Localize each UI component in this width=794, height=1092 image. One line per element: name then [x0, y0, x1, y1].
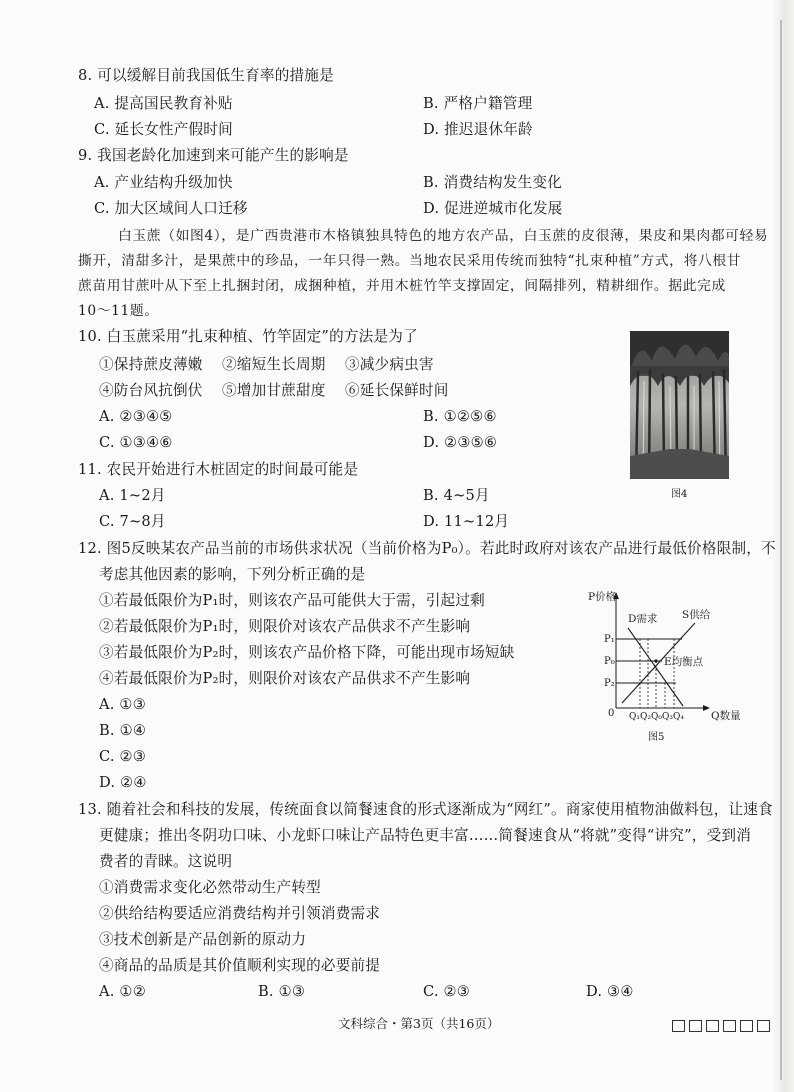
figure5-diagram: [588, 588, 768, 736]
q12-stem-line-1: 12. 图5反映某农产品当前的市场供求状况（当前价格为P₀）。若此时政府对该农产品进行最低价格限制，不: [78, 540, 776, 557]
q13-item-3: ③技术创新是产品创新的原动力: [99, 931, 307, 948]
x-axis-label: Q数量: [711, 710, 741, 722]
origin-label: 0: [608, 708, 615, 719]
page-footer: 文科综合・第3页（共16页）: [338, 1016, 500, 1031]
q12-stem-line-2: 考虑其他因素的影响，下列分析正确的是: [99, 566, 366, 583]
q12-option-b[interactable]: B. ①④: [99, 722, 147, 739]
q13-option-b[interactable]: B. ①③: [258, 983, 306, 1000]
passage-line-3: 蔗苗用甘蔗叶从下至上扎捆封闭，成捆种植，并用木桩竹竿支撑固定，间隔排列，精耕细作。据此完成: [78, 278, 726, 294]
q10-item-4: ④防台风抗倒伏: [99, 382, 203, 399]
equilibrium-point: [654, 659, 657, 662]
p1-label: P₁: [604, 634, 615, 645]
q8-option-b[interactable]: B. 严格户籍管理: [423, 95, 533, 112]
q10-item-5: ⑤增加甘蔗甜度: [222, 382, 326, 399]
q10-option-d[interactable]: D. ②③⑤⑥: [423, 434, 498, 451]
q9-option-b[interactable]: B. 消费结构发生变化: [423, 174, 562, 191]
q13-option-a[interactable]: A. ①②: [99, 983, 146, 1000]
q11-stem: 11. 农民开始进行木桩固定的时间最可能是: [78, 461, 359, 478]
q13-item-4: ④商品的品质是其价值顺利实现的必要前提: [99, 957, 381, 974]
passage-line-4: 10～11题。: [78, 303, 159, 319]
binding-line: [780, 20, 782, 1080]
q13-item-1: ①消费需求变化必然带动生产转型: [99, 879, 321, 896]
q12-option-d[interactable]: D. ②④: [99, 774, 147, 791]
q11-option-a[interactable]: A. 1~2月: [99, 487, 166, 504]
score-box: [740, 1020, 753, 1032]
q8-stem: 8. 可以缓解目前我国低生育率的措施是: [78, 67, 334, 84]
q10-item-6: ⑥延长保鲜时间: [345, 382, 449, 399]
figure4-photo: [630, 331, 729, 479]
q12-item-1: ①若最低限价为P₁时，则该农产品可能供大于需，引起过剩: [99, 592, 485, 609]
q10-option-b[interactable]: B. ①②⑤⑥: [423, 408, 497, 425]
y-axis-label: P价格: [588, 591, 617, 603]
equilibrium-label: E均衡点: [664, 656, 704, 668]
figure4-caption: 图4: [671, 489, 688, 500]
q13-stem-line-2: 更健康；推出冬阴功口味、小龙虾口味让产品特色更丰富……简餐速食从“将就”变得“讲究”，受到消: [99, 827, 751, 844]
q13-item-2: ②供给结构要适应消费结构并引领消费需求: [99, 905, 381, 922]
q9-option-c[interactable]: C. 加大区域间人口迁移: [94, 200, 248, 217]
passage-line-2: 撕开，清甜多汁，是果蔗中的珍品，一年只得一熟。当地农民采用传统而独特“扎束种植”方式，将八根甘: [78, 253, 742, 269]
x-axis-arrow: [703, 705, 710, 711]
score-boxes: [672, 1017, 774, 1036]
score-box: [672, 1020, 685, 1032]
p2-label: P₂: [604, 678, 615, 689]
q12-item-4: ④若最低限价为P₂时，则限价对该农产品供求不产生影响: [99, 670, 471, 687]
p0-label: P₀: [604, 656, 615, 667]
q10-option-c[interactable]: C. ①③④⑥: [99, 434, 173, 451]
supply-label: S供给: [682, 609, 711, 621]
score-box: [706, 1020, 719, 1032]
q10-item-3: ③减少病虫害: [345, 356, 434, 373]
score-box: [689, 1020, 702, 1032]
q10-item-2: ②缩短生长周期: [222, 356, 326, 373]
q12-item-3: ③若最低限价为P₂时，则该农产品价格下降，可能出现市场短缺: [99, 644, 515, 661]
q-tick-labels: Q₁Q₂Q₀Q₃Q₄: [629, 712, 684, 722]
demand-label: D需求: [628, 613, 658, 625]
q10-option-a[interactable]: A. ②③④⑤: [99, 408, 173, 425]
q8-option-a[interactable]: A. 提高国民教育补贴: [94, 95, 233, 112]
score-box: [723, 1020, 736, 1032]
q13-option-d[interactable]: D. ③④: [586, 983, 634, 1000]
q13-option-c[interactable]: C. ②③: [423, 983, 471, 1000]
q13-stem-line-1: 13. 随着社会和科技的发展，传统面食以简餐速食的形式逐渐成为“网红”。商家使用植物油做料包，让速食: [78, 801, 773, 818]
passage-line-1: 白玉蔗（如图4），是广西贵港市木格镇独具特色的地方农产品，白玉蔗的皮很薄，果皮和果肉都可轻易: [118, 228, 769, 244]
q9-option-a[interactable]: A. 产业结构升级加快: [94, 174, 233, 191]
figure5-caption: 图5: [648, 732, 665, 743]
q10-stem: 10. 白玉蔗采用“扎束种植、竹竿固定”的方法是为了: [78, 328, 418, 345]
q8-option-d[interactable]: D. 推迟退休年龄: [423, 121, 533, 138]
q13-stem-line-3: 费者的青睐。这说明: [99, 853, 233, 870]
q10-item-1: ①保持蔗皮薄嫩: [99, 356, 203, 373]
q8-option-c[interactable]: C. 延长女性产假时间: [94, 121, 233, 138]
score-box: [757, 1020, 770, 1032]
q11-option-d[interactable]: D. 11~12月: [423, 513, 510, 530]
q12-item-2: ②若最低限价为P₁时，则限价对该农产品供求不产生影响: [99, 618, 471, 635]
q11-option-b[interactable]: B. 4~5月: [423, 487, 490, 504]
q9-stem: 9. 我国老龄化加速到来可能产生的影响是: [78, 147, 349, 164]
q11-option-c[interactable]: C. 7~8月: [99, 513, 166, 530]
q9-option-d[interactable]: D. 促进逆城市化发展: [423, 200, 563, 217]
q12-option-c[interactable]: C. ②③: [99, 748, 147, 765]
q12-option-a[interactable]: A. ①③: [99, 696, 146, 713]
